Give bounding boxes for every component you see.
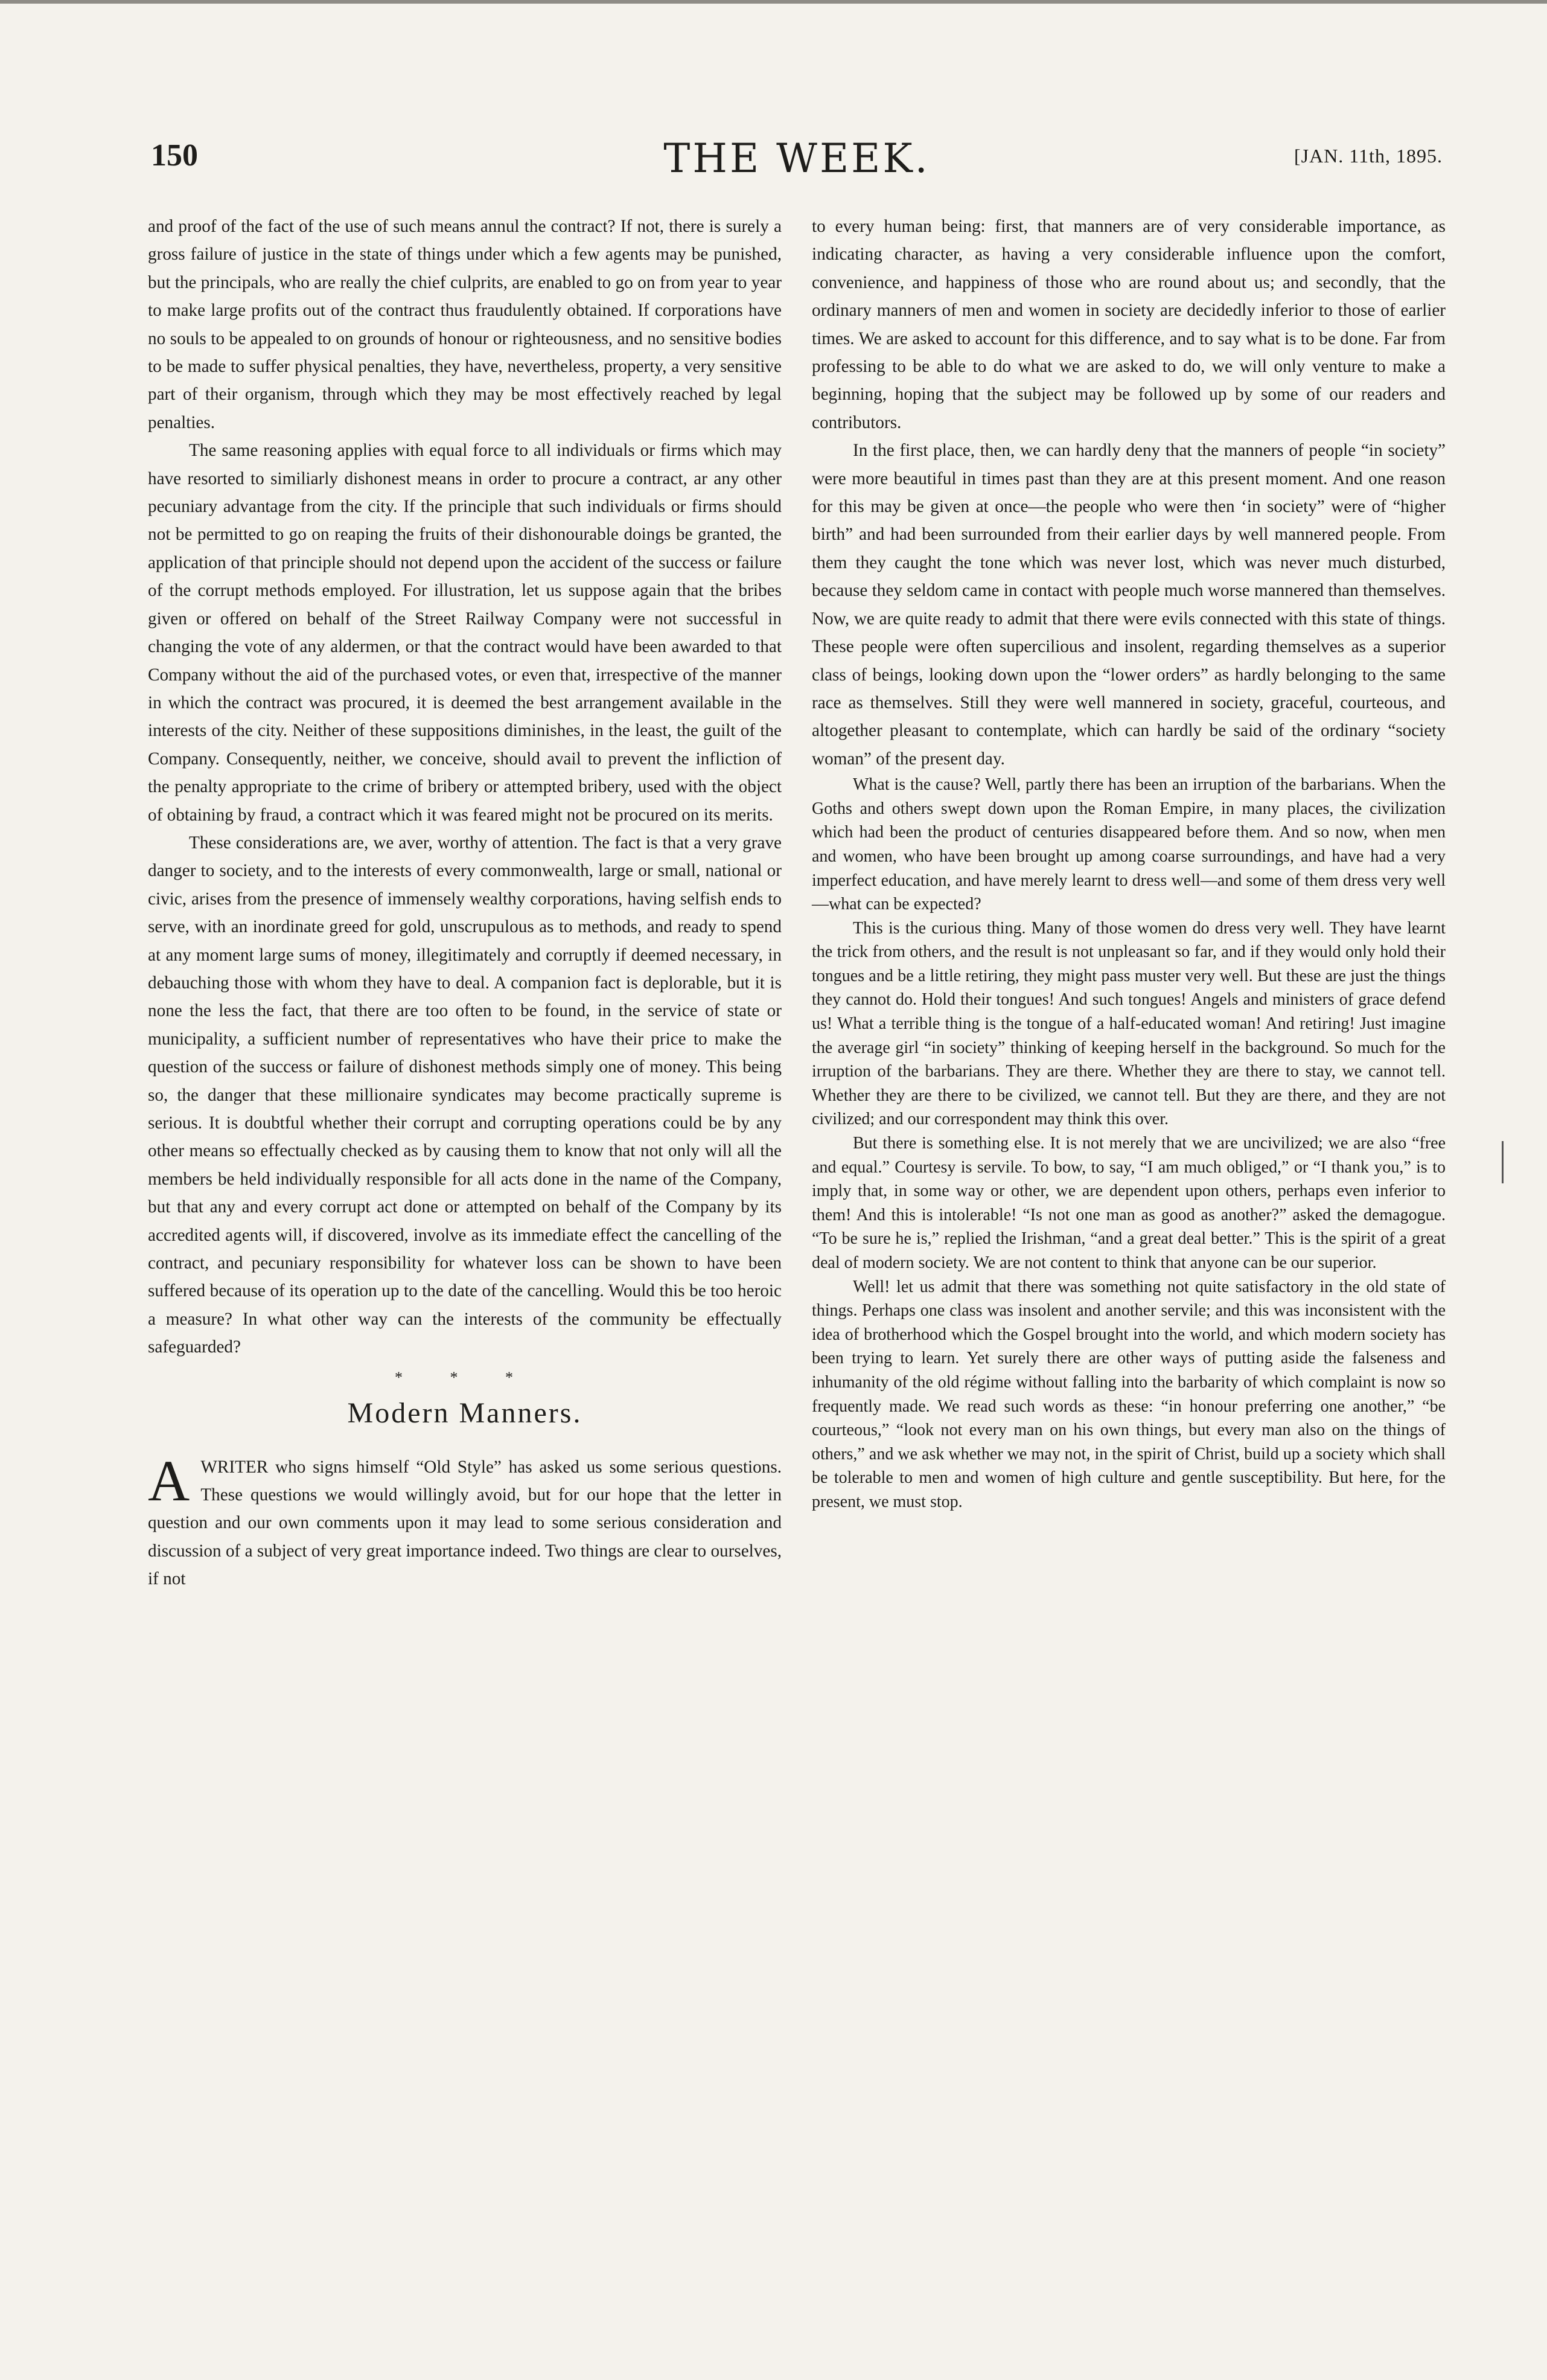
left-paragraph-3: These considerations are, we aver, worthy of attention. The fact is that a very grave danger to society, and to the interests of every commonwealth, large or small, national or civic, arises from the presence of immensely wealthy corporations, having selfish ends to serve, with an inordinate greed for gold, unscrupulous as to methods, and ready to spend at any moment large sums of money, illegitimately and corruptly if deemed necessary, in debauching those with whom they have to deal. A companion fact is deplorable, but it is none the less the fact, that there are too often to be found, in the service of state or municipality, a sufficient number of representatives who have their price to make the question of the success or failure of dishonest methods simply one of money. This being so, the danger that these millionaire syndicates may become practically supreme is serious. It is doubtful whether their corrupt and corrupting operations could be by any other means so effectually checked as by causing them to know that not only will all the members be held individually responsible for all acts done in the name of the Company, but that any and every corrupt act done or attempted on behalf of the Company by its accredited agents will, if discovered, involve as its immediate effect the cancelling of the contract, and pecuniary responsibility for whatever loss can be shown to have been suffered because of its operation up to the date of the cancelling. Would this be too heroic a measure? In what other way can the interests of the community be effectually safeguarded? (148, 833, 782, 1357)
fine-paragraph-3: But there is something else. It is not merely that we are uncivilized; we are also “free and equal.” Courtesy is servile. To bow, to say, “I am much obliged,” or “I thank you,” is to imply that, in some way or other, we are dependent upon others, perhaps even inferior to them! And this is intolerable! “Is not one man as good as another?” asked the demagogue. “To be sure he is,” replied the Irishman, “and a great deal better.” This is the spirit of a great deal of modern society. We are not content to think that anyone can be our superior. (812, 1134, 1446, 1272)
right-paragraph-1: to every human being: first, that manners are of very considerable importance, as indicating character, as having a very considerable influence upon the comfort, convenience, and happiness of those who are round about us; and secondly, that the ordinary manners of men and women in society are decidedly inferior to those of earlier times. We are asked to account for this difference, and to say what is to be done. Far from professing to be able to do what we are asked to do, we will only venture to make a beginning, hoping that the subject may be followed up by some of our readers and contributors. (812, 217, 1446, 432)
top-edge-rule (0, 0, 1547, 4)
fine-paragraph-1: What is the cause? Well, partly there has been an irruption of the barbarians. When the Goths and others swept down upon the Roman Empire, in many places, the civilization which had been the product of centuries disappeared before them. And so now, when men and women, who have been brought up among coarse surroundings, and have had a very imperfect education, and have merely learnt to dress well—and some of them dress very well—what can be expected? (812, 775, 1446, 914)
fine-print-block (812, 773, 1446, 1514)
masthead: THE WEEK. (663, 135, 930, 182)
right-paragraph-2: In the first place, then, we can hardly deny that the manners of people “in society” were more beautiful in times past than they are at this present moment. And one reason for this may be given at once—the people who were then ‘in society” were of “higher birth” and had been surrounded from their earlier days by well mannered people. From them they caught the tone which was never lost, which was never much disturbed, because they seldom came in contact with people much worse mannered than themselves. Now, we are quite ready to admit that there were evils connected with this state of things. These people were often supercilious and insolent, regarding themselves as a superior class of beings, looking down upon the “lower orders” as hardly belonging to the same race as themselves. Still they were well mannered in society, graceful, courteous, and altogether pleasant to contemplate, which can hardly be said of the ordinary “society woman” of the present day. (812, 441, 1446, 769)
fine-paragraph-4: Well! let us admit that there was something not quite satisfactory in the old state of things. Perhaps one class was insolent and another servile; and this was inconsistent with the idea of brotherhood which the Gospel brought into the world, and which modern society has been trying to learn. Yet surely there are other ways of putting aside the falseness and inhumanity of the old régime without falling into the barbarity of which complaint is now so frequently made. We read such words as these: “in honour preferring one another,” “be courteous,” “look not every man on his own things, but every man also on the things of others,” and we ask whether we may not, in the spirit of Christ, build up a society which shall be tolerable to men and women of high culture and gentle susceptibility. But here, for the present, we must stop. (812, 1277, 1446, 1511)
left-paragraph-2: The same reasoning applies with equal force to all individuals or firms which may have resorted to similiarly dishonest means in order to procure a contract, ar any other pecuniary advantage from the city. If the principle that such individuals or firms should not be permitted to go on reaping the fruits of their dishonourable doings be granted, the application of that principle should not depend upon the accident of the success or failure of the corrupt methods employed. For illustration, let us suppose again that the bribes given or offered on behalf of the Street Railway Company were not successful in changing the vote of any aldermen, or that the contract would have been awarded to that Company without the aid of the purchased votes, or even that, irrespective of the manner in which the contract was procured, it is deemed the best arrangement available in the interests of the city. Neither of these suppositions diminishes, in the least, the guilt of the Company. Consequently, neither, we conceive, should avail to prevent the infliction of the penalty appropriate to the crime of bribery or attempted bribery, used with the object of obtaining by fraud, a contract which it was feared might not be procured on its merits. (148, 441, 782, 825)
fine-paragraph-2: This is the curious thing. Many of those women do dress very well. They have learnt the trick from others, and the result is not unpleasant so far, and if they would only hold their tongues and be a little retiring, they might pass muster very well. But these are just the things they cannot do. Hold their tongues! And such tongues! Angels and ministers of grace defend us! What a terrible thing is the tongue of a half-educated woman! And retiring! Just imagine the average girl “in society” thinking of keeping herself in the background. So much for the irruption of the barbarians. They are there. Whether they are there to stay, we cannot tell. Whether they are there to be civilized, we cannot tell. But they are there, and they are not civilized; and our correspondent may think this over. (812, 918, 1446, 1129)
page-header (151, 135, 1443, 186)
left-paragraph-1: and proof of the fact of the use of such means annul the contract? If not, there is surely a gross failure of justice in the state of things under which a few agents may be punished, but the principals, who are really the chief culprits, are enabled to go on from year to year to make large profits out of the contract thus fraudulently obtained. If corporations have no souls to be appealed to on grounds of honour or righteousness, and no sensitive bodies to be made to suffer physical penalties, they have, nevertheless, property, a very sensitive part of their organism, through which they may be most effectively reached by legal penalties. (148, 217, 782, 432)
section-separator: * * * (395, 1368, 535, 1386)
left-column (148, 213, 782, 1593)
page-number: 150 (151, 138, 198, 173)
article-opening-paragraph (148, 1448, 782, 1593)
article-opening-text: WRITER who signs himself “Old Style” has asked us some serious questions. These questions we would willingly avoid, but for our hope that the letter in question and our own comments upon it may lead to some serious consideration and discussion of a subject of very great importance indeed. Two things are clear to ourselves, if not (148, 1457, 782, 1589)
margin-mark (1502, 1141, 1504, 1183)
issue-date: [JAN. 11th, 1895. (1293, 145, 1443, 167)
drop-cap: A (148, 1448, 190, 1513)
article-title: Modern Manners. (347, 1396, 582, 1429)
right-column (812, 213, 1446, 1514)
